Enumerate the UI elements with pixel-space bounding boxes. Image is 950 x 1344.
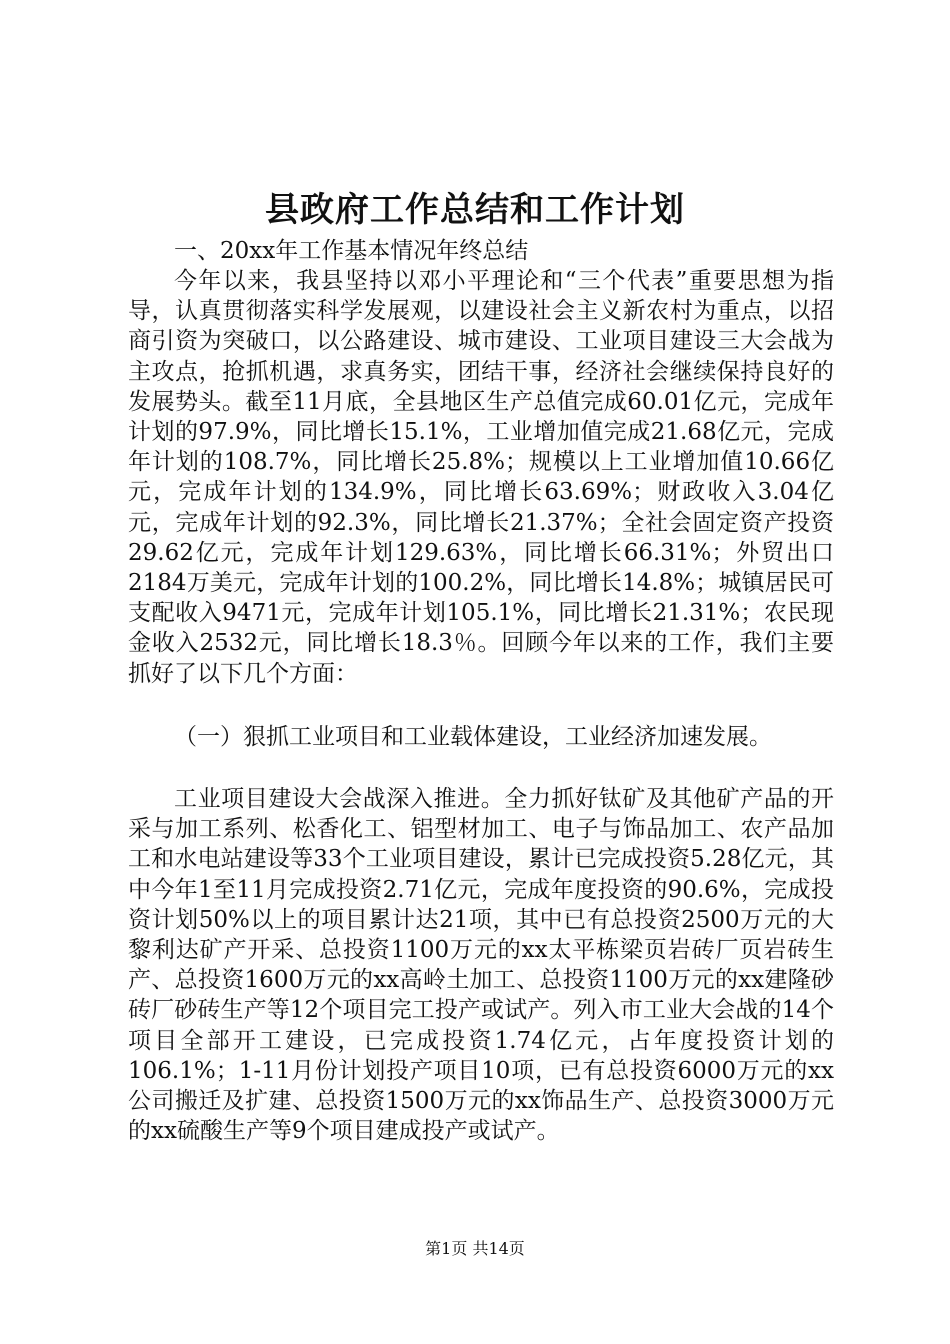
paragraph-summary: 今年以来，我县坚持以邓小平理论和“三个代表”重要思想为指导，认真贯彻落实科学发展观，以建设社会主义新农村为重点，以招商引资为突破口，以公路建设、城市建设、工业项目建设三大会战为主攻点，抢抓机遇，求真务实，团结干事，经济社会继续保持良好的发展势头。截至11月底，全县地区生产总值完成60.01亿元，完成年计划的97.9%，同比增长15.1%，工业增加值完成21.68亿元，完成年计划的108.7%，同比增长25.8%；规模以上工业增加值10.66亿元，完成年计划的134.9%，同比增长63.69%；财政收入3.04亿元，完成年计划的92.3%，同比增长21.37%；全社会固定资产投资29.62亿元，完成年计划129.63%，同比增长66.31%；外贸出口2184万美元，完成年计划的100.2%，同比增长14.8%；城镇居民可支配收入9471元，完成年计划105.1%，同比增长21.31%；农民现金收入2532元，同比增长18.3％。回顾今年以来的工作，我们主要抓好了以下几个方面： (128, 268, 834, 687)
page-number: 第1页 共14页 (425, 1239, 525, 1258)
subheading-industrial: （一）狠抓工业项目和工业载体建设，工业经济加速发展。 (174, 724, 772, 750)
section-heading: 一、20xx年工作基本情况年终总结 (174, 238, 529, 264)
document-title: 县政府工作总结和工作计划 (265, 190, 685, 230)
paragraph-industrial-projects: 工业项目建设大会战深入推进。全力抓好钛矿及其他矿产品的开采与加工系列、松香化工、铝型材加工、电子与饰品加工、农产品加工和水电站建设等33个工业项目建设，累计已完成投资5.28亿元，其中今年1至11月完成投资2.71亿元，完成年度投资的90.6%，完成投资计划50%以上的项目累计达21项，其中已有总投资2500万元的大黎利达矿产开采、总投资1100万元的xx太平栋梁页岩砖厂页岩砖生产、总投资1600万元的xx高岭土加工、总投资1100万元的xx建隆砂砖厂砂砖生产等12个项目完工投产或试产。列入市工业大会战的14个项目全部开工建设，已完成投资1.74亿元，占年度投资计划的106.1%；1-11月份计划投产项目10项，已有总投资6000万元的xx公司搬迁及扩建、总投资1500万元的xx饰品生产、总投资3000万元的xx硫酸生产等9个项目建成投产或试产。 (128, 786, 834, 1145)
